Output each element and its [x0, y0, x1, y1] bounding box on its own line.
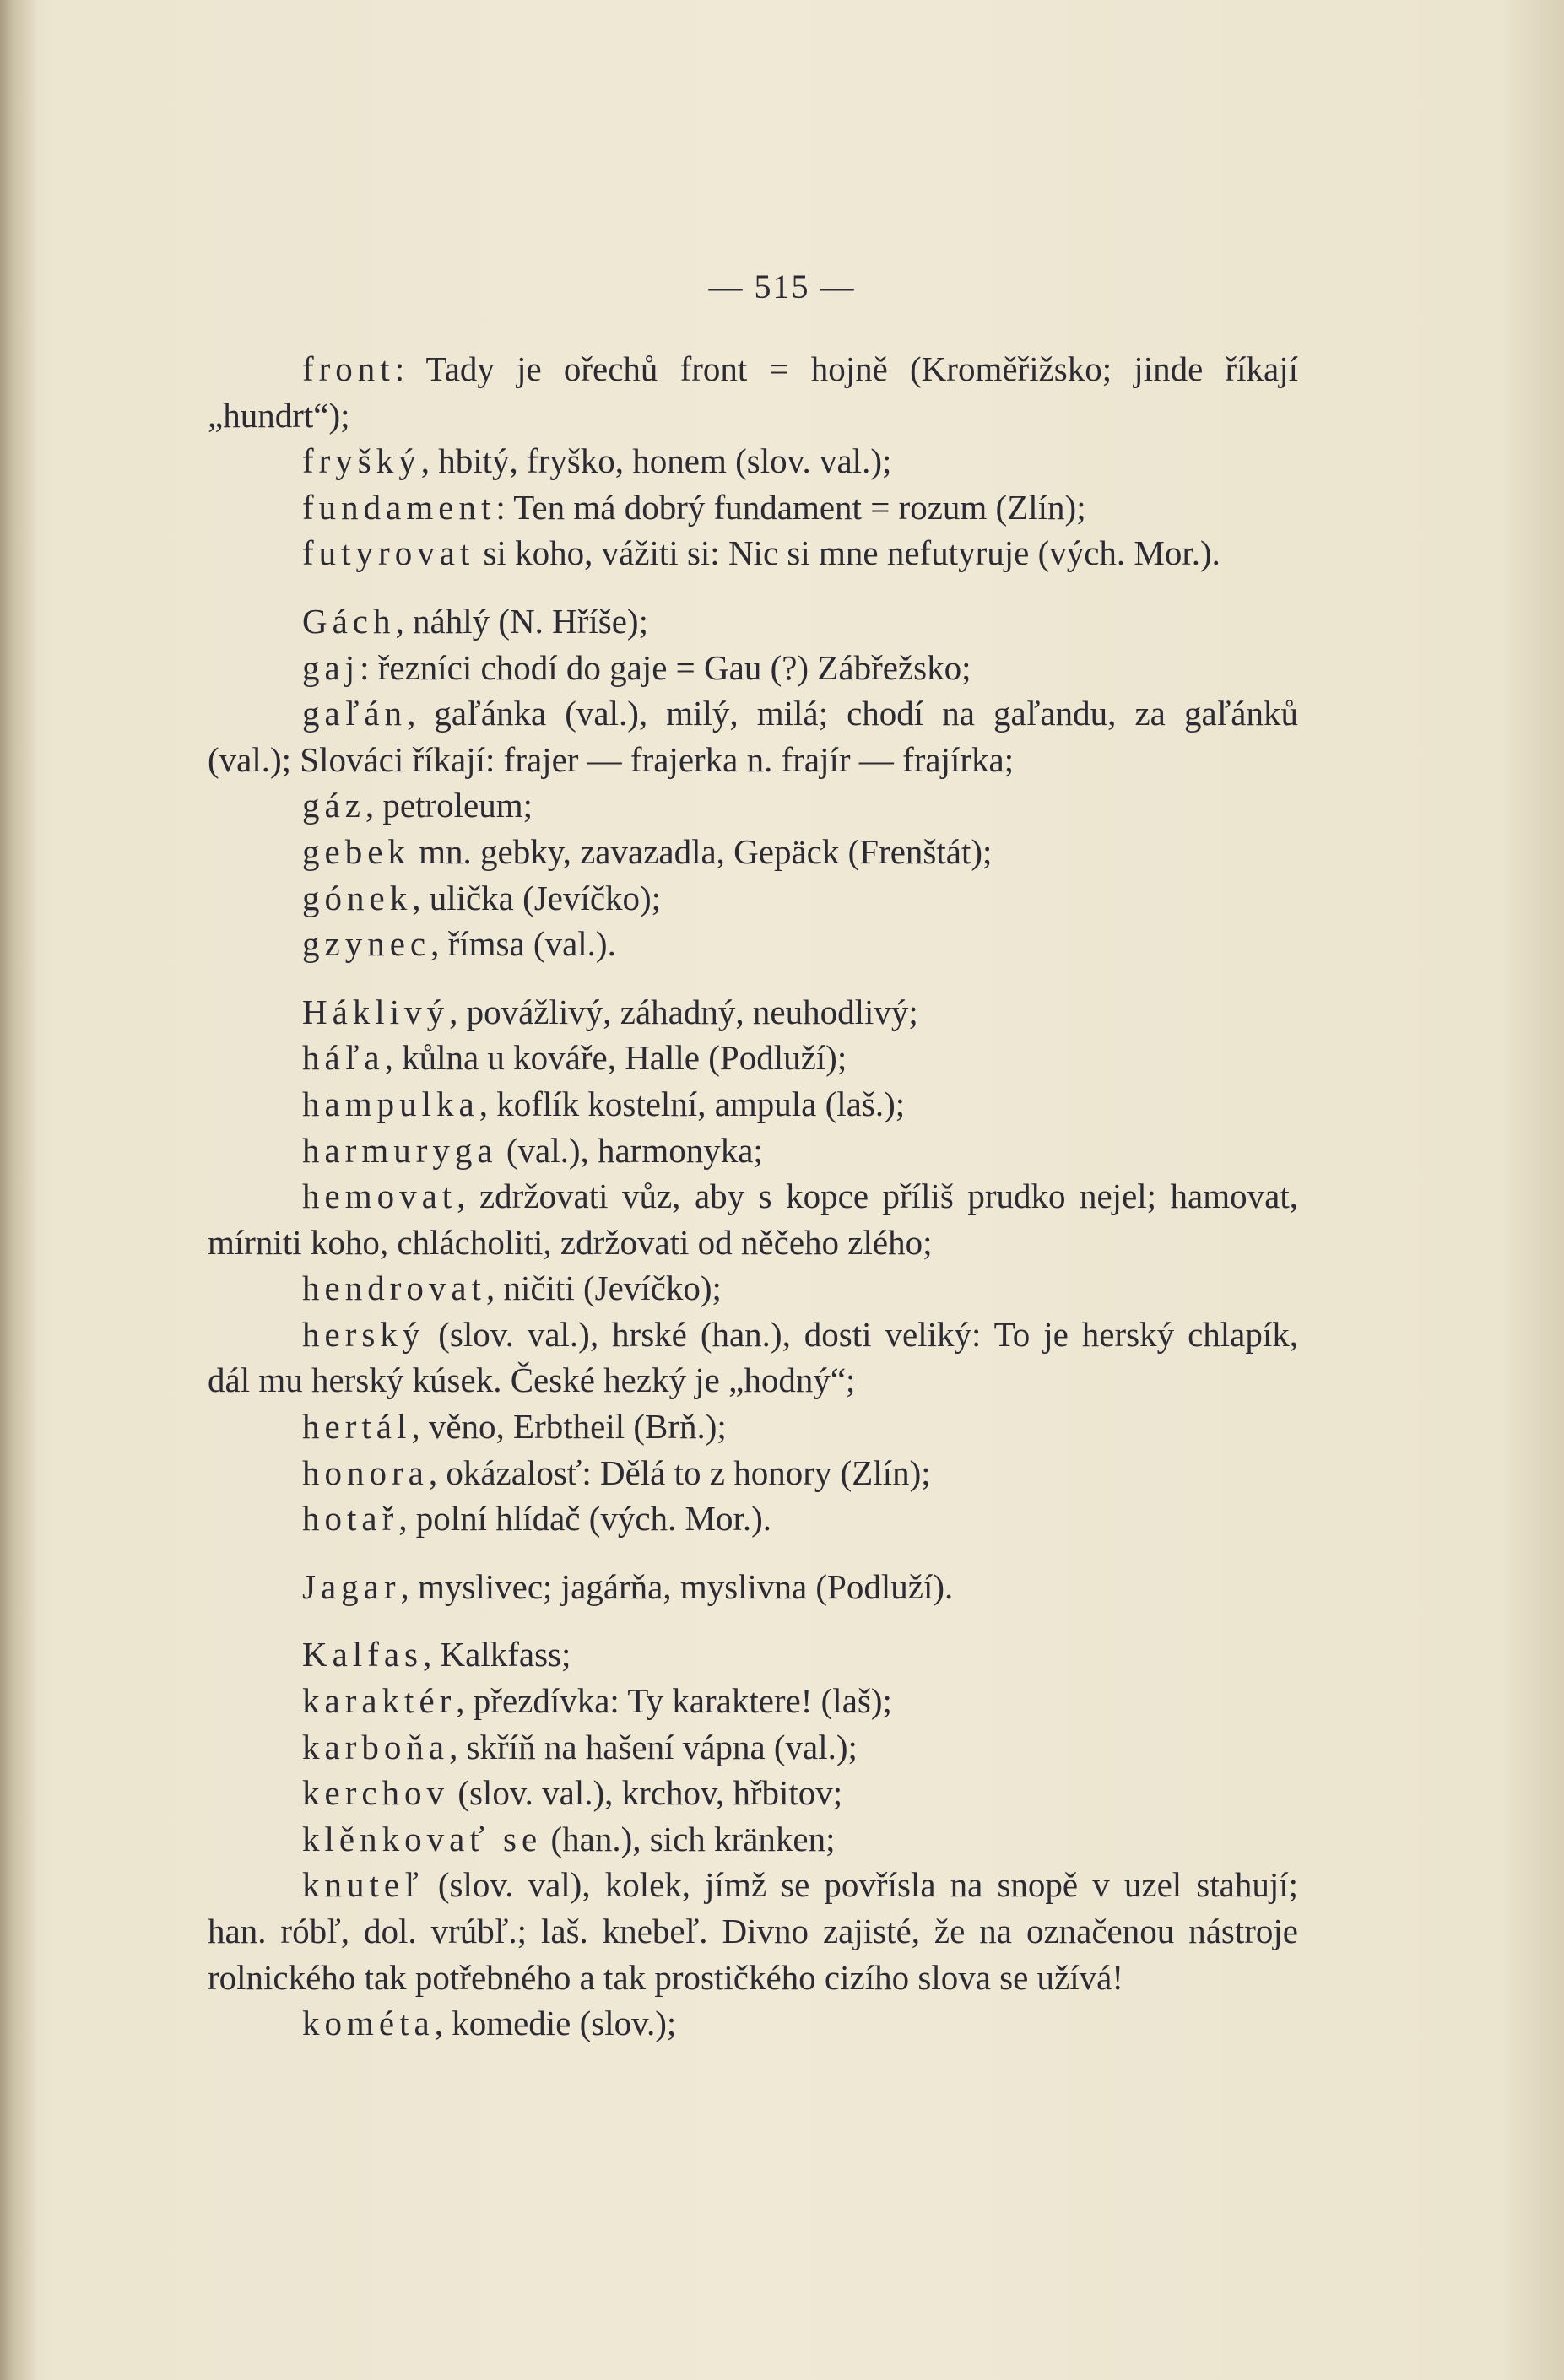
definition: : Tady je ořechů front = hojně (Kroměřižsko; jinde říkají „hundrt“); — [208, 349, 1298, 435]
definition: , komedie (slov.); — [434, 2004, 677, 2043]
definition: (slov. val), kolek, jímž se povřísla na snopě v uzel stahují; han. róbľ, dol. vrúbľ.; laš. knebeľ. Divno zajisté, že na označenou nástroje rolnického tak potřebného a tak prostičkého cizího slova se užívá! — [208, 1865, 1298, 1997]
entry-front — [208, 346, 1298, 438]
headword: harmuryga — [302, 1130, 498, 1170]
entry-galan — [208, 690, 1298, 782]
headword: fryšký — [302, 441, 421, 481]
definition: , povážlivý, záhadný, neuhodlivý; — [449, 992, 918, 1031]
headword: kométa — [302, 2004, 435, 2043]
headword: front — [302, 349, 395, 388]
definition: si koho, vážiti si: Nic si mne nefutyruje (vých. Mor.). — [474, 533, 1220, 573]
headword: kerchov — [302, 1773, 450, 1813]
entry-hertal — [208, 1404, 1298, 1450]
definition: , římsa (val.). — [430, 924, 616, 964]
definition: , Kalkfass; — [423, 1635, 571, 1674]
entry-haklivy — [208, 989, 1298, 1036]
entry-harmuryga — [208, 1128, 1298, 1174]
headword: Kalfas — [302, 1635, 424, 1674]
entry-gaj — [208, 645, 1298, 691]
entry-honora — [208, 1450, 1298, 1496]
headword: hendrovat — [302, 1268, 486, 1308]
entry-kometa — [208, 2000, 1298, 2047]
entry-hotar — [208, 1496, 1298, 1542]
headword: karboňa — [302, 1727, 450, 1766]
definition: , ulička (Jevíčko); — [412, 878, 662, 917]
definition: : řezníci chodí do gaje = Gau (?) Zábřežsko; — [360, 647, 971, 687]
entry-jagar — [208, 1564, 1298, 1610]
entry-futyrovat — [208, 530, 1298, 576]
definition: (slov. val.), krchov, hřbitov; — [449, 1773, 843, 1813]
entry-hemovat — [208, 1173, 1298, 1265]
definition: , myslivec; jagárňa, myslivna (Podluží). — [400, 1566, 954, 1606]
definition: (val.), harmonyka; — [497, 1130, 763, 1170]
glossary-text — [208, 346, 1298, 2047]
headword: herský — [302, 1314, 425, 1354]
headword: gzynec — [302, 924, 431, 964]
headword: hotař — [302, 1499, 399, 1539]
entry-hersky — [208, 1312, 1298, 1404]
headword: klěnkovať se — [302, 1819, 543, 1858]
definition: , náhlý (N. Hříše); — [395, 601, 648, 641]
headword: hampulka — [302, 1084, 479, 1123]
definition: : Ten má dobrý fundament = rozum (Zlín); — [495, 487, 1086, 527]
entry-gebek — [208, 829, 1298, 875]
entry-gaz — [208, 782, 1298, 829]
headword: gáz — [302, 786, 365, 825]
entry-gzynec — [208, 921, 1298, 967]
entry-fundament — [208, 484, 1298, 531]
definition: , okázalosť: Dělá to z honory (Zlín); — [428, 1452, 931, 1492]
headword: gebek — [302, 831, 410, 871]
book-spine-shadow — [0, 0, 37, 2380]
definition: , přezdívka: Ty karaktere! (laš); — [456, 1681, 892, 1721]
definition: , petroleum; — [365, 786, 533, 825]
headword: fundament — [302, 487, 496, 527]
headword: háľa — [302, 1038, 385, 1078]
headword: knuteľ — [302, 1865, 424, 1905]
entry-knutel — [208, 1862, 1298, 2000]
entry-hala — [208, 1035, 1298, 1081]
entry-gonek — [208, 875, 1298, 922]
definition: , ničiti (Jevíčko); — [485, 1268, 722, 1308]
entry-karakter — [208, 1678, 1298, 1724]
definition: (slov. val.), hrské (han.), dosti veliký: To je herský chlapík, dál mu herský kúsek. České hezký je „hodný“; — [208, 1314, 1298, 1400]
headword: karaktér — [302, 1681, 457, 1721]
headword: Jagar — [302, 1566, 401, 1606]
headword: gaj — [302, 647, 360, 687]
entry-hampulka — [208, 1081, 1298, 1128]
headword: gaľán — [302, 694, 408, 733]
definition: mn. gebky, zavazadla, Gepäck (Frenštát); — [409, 831, 993, 871]
headword: hemovat — [302, 1176, 457, 1216]
definition: , kůlna u kováře, Halle (Podluží); — [384, 1038, 847, 1078]
entry-karbona — [208, 1724, 1298, 1771]
definition: , věno, Erbtheil (Brň.); — [411, 1407, 727, 1447]
definition: , zdržovati vůz, aby s kopce příliš prudko nejel; hamovat, mírniti koho, chlácholiti, zdržovati od něčeho zlého; — [208, 1176, 1298, 1262]
definition: (han.), sich kränken; — [542, 1819, 836, 1858]
entry-hendrovat — [208, 1265, 1298, 1312]
headword: Gách — [302, 601, 396, 641]
entry-kerchov — [208, 1770, 1298, 1816]
entry-frysky — [208, 438, 1298, 484]
entry-klenkovat — [208, 1816, 1298, 1863]
headword: futyrovat — [302, 533, 475, 573]
entry-gach — [208, 598, 1298, 645]
definition: , gaľánka (val.), milý, milá; chodí na gaľandu, za gaľánků (val.); Slováci říkají: frajer — frajerka n. frajír — frajírka; — [208, 694, 1298, 779]
page-number: — 515 — — [708, 268, 856, 306]
entry-kalfas — [208, 1631, 1298, 1678]
headword: hertál — [302, 1407, 412, 1447]
definition: , hbitý, fryško, honem (slov. val.); — [420, 441, 892, 481]
definition: , skříň na hašení vápna (val.); — [449, 1727, 858, 1766]
definition: , polní hlídač (vých. Mor.). — [398, 1499, 772, 1539]
definition: , koflík kostelní, ampula (laš.); — [479, 1084, 906, 1123]
headword: gónek — [302, 878, 413, 917]
headword: honora — [302, 1452, 429, 1492]
headword: Háklivý — [302, 992, 450, 1031]
